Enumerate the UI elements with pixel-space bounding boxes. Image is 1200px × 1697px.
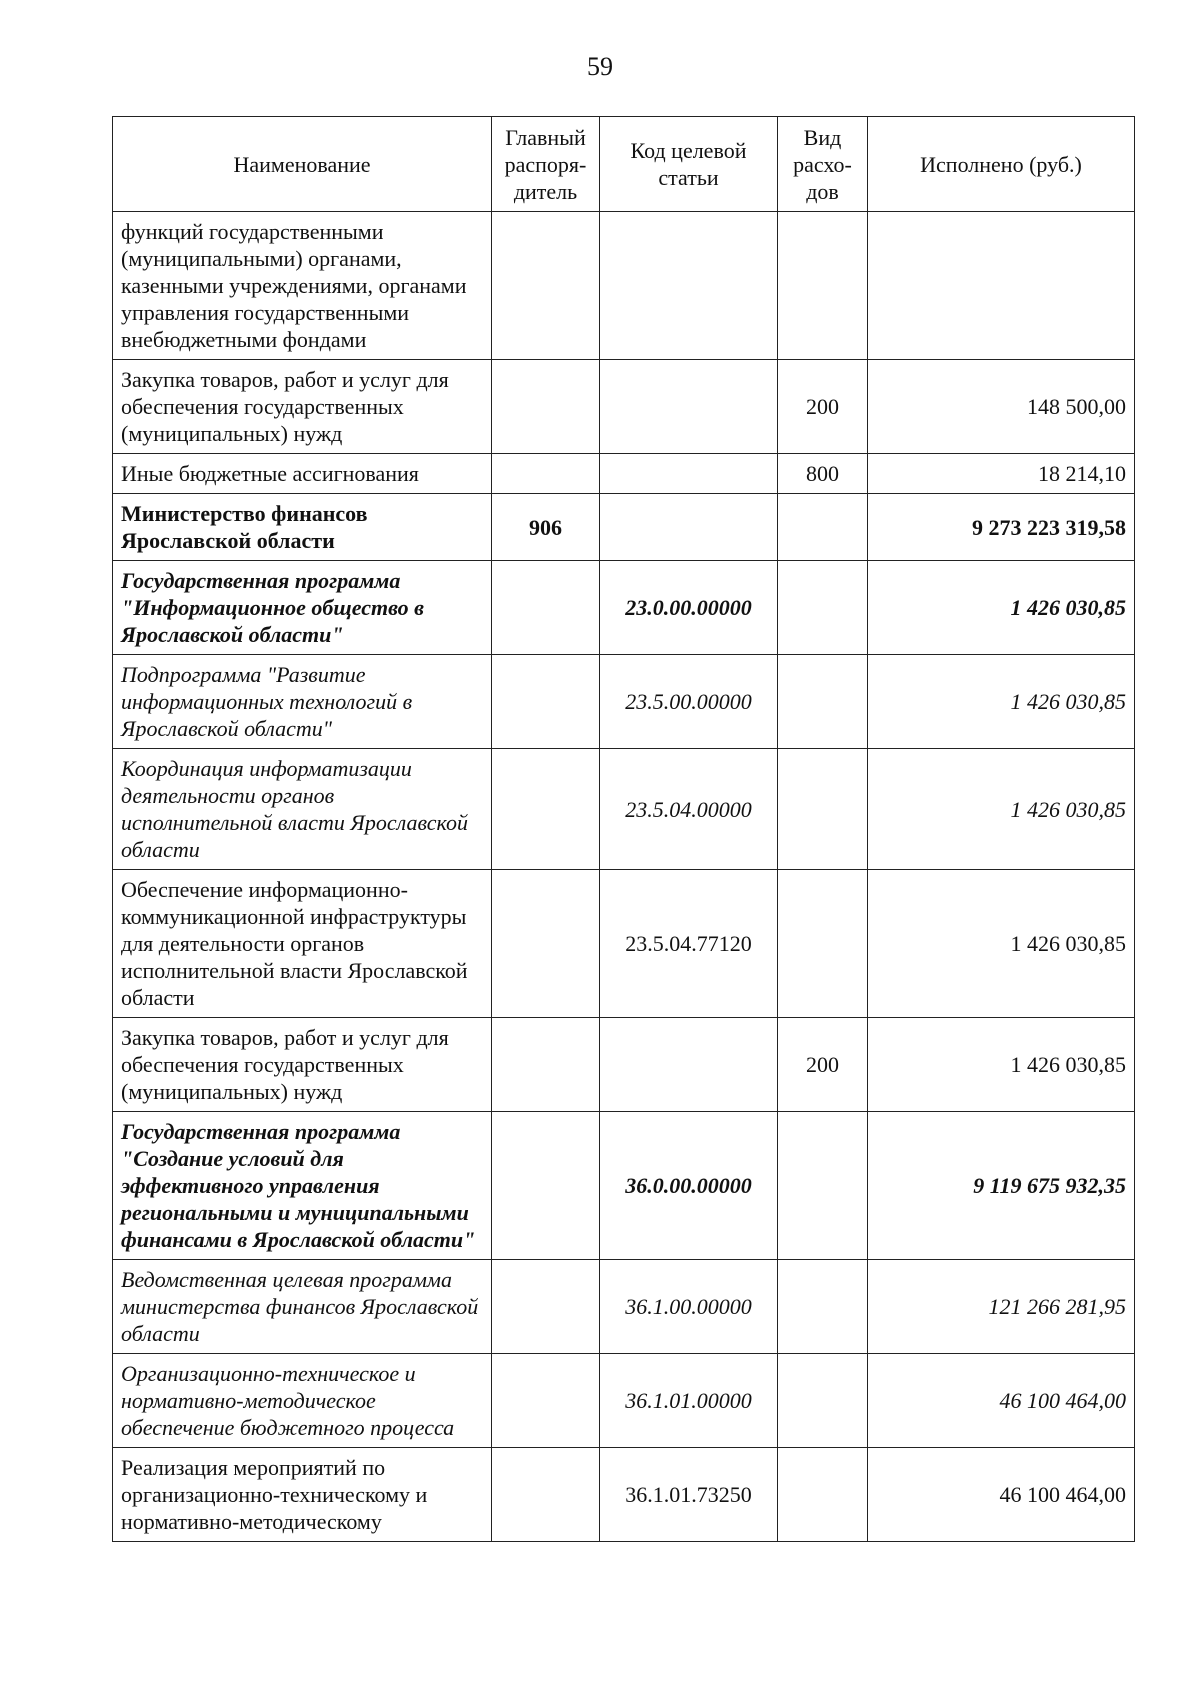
cell-grbs (492, 1448, 600, 1542)
cell-name: Подпрограмма "Развитие информационных технологий в Ярославской области" (113, 655, 492, 749)
table-header-row (113, 117, 1135, 212)
table-row (113, 360, 1135, 454)
cell-code (600, 494, 778, 561)
cell-code: 36.1.00.00000 (600, 1260, 778, 1354)
cell-grbs (492, 655, 600, 749)
cell-amount: 1 426 030,85 (868, 870, 1135, 1018)
table-row (113, 1112, 1135, 1260)
cell-name: Закупка товаров, работ и услуг для обеспечения государственных (муниципальных) нужд (113, 360, 492, 454)
table-row (113, 870, 1135, 1018)
cell-vid (778, 1260, 868, 1354)
cell-vid: 200 (778, 1018, 868, 1112)
cell-grbs: 906 (492, 494, 600, 561)
cell-name: Ведомственная целевая программа министерства финансов Ярославской области (113, 1260, 492, 1354)
table-row (113, 1354, 1135, 1448)
cell-code: 23.5.04.77120 (600, 870, 778, 1018)
header-vid: Вид расхо-дов (778, 117, 868, 212)
header-grbs: Главный распоря-дитель (492, 117, 600, 212)
cell-name: Организационно-техническое и нормативно-методическое обеспечение бюджетного процесса (113, 1354, 492, 1448)
cell-code: 23.0.00.00000 (600, 561, 778, 655)
cell-grbs (492, 1260, 600, 1354)
cell-amount: 46 100 464,00 (868, 1448, 1135, 1542)
cell-name: Реализация мероприятий по организационно-техническому и нормативно-методическому (113, 1448, 492, 1542)
cell-code (600, 454, 778, 494)
cell-amount: 46 100 464,00 (868, 1354, 1135, 1448)
cell-amount: 1 426 030,85 (868, 749, 1135, 870)
cell-name: Координация информатизации деятельности органов исполнительной власти Ярославской области (113, 749, 492, 870)
cell-grbs (492, 1112, 600, 1260)
cell-amount: 148 500,00 (868, 360, 1135, 454)
cell-vid (778, 1354, 868, 1448)
page-number: 59 (587, 52, 613, 81)
table-row (113, 1448, 1135, 1542)
cell-vid (778, 1448, 868, 1542)
cell-code: 36.1.01.00000 (600, 1354, 778, 1448)
cell-vid (778, 1112, 868, 1260)
cell-grbs (492, 561, 600, 655)
table-body (113, 212, 1135, 1542)
header-code: Код целевой статьи (600, 117, 778, 212)
cell-name: Иные бюджетные ассигнования (113, 454, 492, 494)
cell-vid (778, 561, 868, 655)
cell-code (600, 1018, 778, 1112)
cell-amount: 9 119 675 932,35 (868, 1112, 1135, 1260)
cell-vid (778, 749, 868, 870)
table-row (113, 561, 1135, 655)
cell-vid (778, 212, 868, 360)
cell-amount: 121 266 281,95 (868, 1260, 1135, 1354)
cell-name: Министерство финансов Ярославской области (113, 494, 492, 561)
table-row (113, 749, 1135, 870)
cell-vid: 800 (778, 454, 868, 494)
cell-amount (868, 212, 1135, 360)
cell-code: 23.5.00.00000 (600, 655, 778, 749)
cell-vid: 200 (778, 360, 868, 454)
cell-grbs (492, 212, 600, 360)
cell-amount: 9 273 223 319,58 (868, 494, 1135, 561)
cell-name: Государственная программа "Создание условий для эффективного управления региональными и муниципальными финансами в Ярославской области" (113, 1112, 492, 1260)
cell-name: Государственная программа "Информационное общество в Ярославской области" (113, 561, 492, 655)
cell-code (600, 360, 778, 454)
cell-code (600, 212, 778, 360)
cell-code: 36.0.00.00000 (600, 1112, 778, 1260)
cell-grbs (492, 454, 600, 494)
cell-name: функций государственными (муниципальными) органами, казенными учреждениями, органами управления государственными внебюджетными фондами (113, 212, 492, 360)
budget-execution-table (112, 116, 1135, 1542)
table-row (113, 655, 1135, 749)
cell-vid (778, 870, 868, 1018)
cell-name: Обеспечение информационно-коммуникационной инфраструктуры для деятельности органов исполнительной власти Ярославской области (113, 870, 492, 1018)
cell-name: Закупка товаров, работ и услуг для обеспечения государственных (муниципальных) нужд (113, 1018, 492, 1112)
table-row (113, 212, 1135, 360)
table-row (113, 1260, 1135, 1354)
cell-vid (778, 494, 868, 561)
cell-grbs (492, 870, 600, 1018)
cell-amount: 1 426 030,85 (868, 1018, 1135, 1112)
cell-code: 36.1.01.73250 (600, 1448, 778, 1542)
cell-amount: 1 426 030,85 (868, 561, 1135, 655)
cell-grbs (492, 749, 600, 870)
cell-grbs (492, 360, 600, 454)
header-name: Наименование (113, 117, 492, 212)
table-row (113, 494, 1135, 561)
table-row (113, 454, 1135, 494)
cell-grbs (492, 1354, 600, 1448)
cell-amount: 18 214,10 (868, 454, 1135, 494)
cell-amount: 1 426 030,85 (868, 655, 1135, 749)
cell-code: 23.5.04.00000 (600, 749, 778, 870)
cell-grbs (492, 1018, 600, 1112)
cell-vid (778, 655, 868, 749)
table-row (113, 1018, 1135, 1112)
header-amount: Исполнено (руб.) (868, 117, 1135, 212)
